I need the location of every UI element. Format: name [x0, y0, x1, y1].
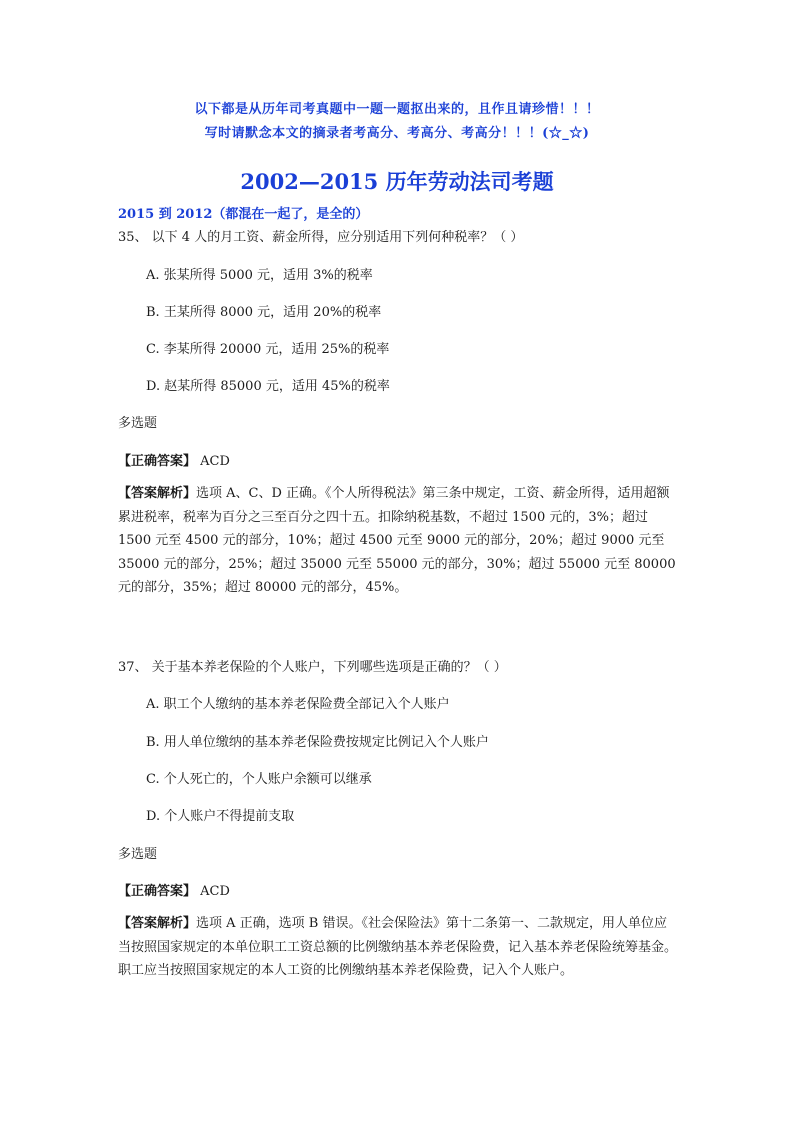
- analysis-label: 【答案解析】: [118, 486, 197, 501]
- question-35-analysis: [118, 482, 678, 600]
- question-37-option-b: B. 用人单位缴纳的基本养老保险费按规定比例记入个人账户: [146, 735, 489, 750]
- question-37-option-d: D. 个人账户不得提前支取: [146, 809, 295, 824]
- question-35-option-a: A. 张某所得 5000 元，适用 3%的税率: [146, 268, 373, 283]
- section-heading: 2015 到 2012（都混在一起了，是全的）: [118, 207, 369, 222]
- question-37-answer: [118, 880, 230, 899]
- question-37-analysis: [118, 912, 678, 983]
- question-35-option-d: D. 赵某所得 85000 元，适用 45%的税率: [146, 379, 390, 394]
- question-37-option-a: A. 职工个人缴纳的基本养老保险费全部记入个人账户: [146, 697, 450, 712]
- page-title: 2002—2015 历年劳动法司考题: [240, 169, 554, 194]
- question-35-type: 多选题: [118, 416, 158, 431]
- notice-line-2: 写时请默念本文的摘录者考高分、考高分、考高分！！！(☆_☆): [204, 126, 590, 141]
- answer-value: ACD: [196, 884, 230, 899]
- answer-value: ACD: [196, 454, 230, 469]
- analysis-text: 选项 A 正确，选项 B 错误。《社会保险法》第十二条第一、二款规定，用人单位应当按照国家规定的本单位职工工资总额的比例缴纳基本养老保险费，记入基本养老保险统筹基金。职工应当按照国家规定的本人工资的比例缴纳基本养老保险费，记入个人账户。: [118, 916, 678, 978]
- answer-label: 【正确答案】: [118, 884, 197, 899]
- answer-label: 【正确答案】: [118, 454, 197, 469]
- question-35-option-c: C. 李某所得 20000 元，适用 25%的税率: [146, 342, 390, 357]
- analysis-text: 选项 A、C、D 正确。《个人所得税法》第三条中规定，工资、薪金所得，适用超额累进税率，税率为百分之三至百分之四十五。扣除纳税基数，不超过 1500 元的，3%；超过 1500 元至 4500 元的部分，10%；超过 4500 元至 9000 元的部分，20%；超过 9000 元至 35000 元的部分，25%；超过 35000 元至 55000 元的部分，30%；超过 55000 元至 80000 元的部分，35%；超过 80000 元的部分，45%。: [118, 486, 676, 595]
- question-35-option-b: B. 王某所得 8000 元，适用 20%的税率: [146, 305, 382, 320]
- question-35-stem: 35、 以下 4 人的月工资、薪金所得，应分别适用下列何种税率？（ ）: [118, 230, 524, 245]
- analysis-label: 【答案解析】: [118, 916, 197, 931]
- notice-line-1: 以下都是从历年司考真题中一题一题抠出来的，且作且请珍惜！！！: [194, 102, 600, 117]
- question-37-type: 多选题: [118, 847, 158, 862]
- question-37-stem: 37、 关于基本养老保险的个人账户，下列哪些选项是正确的？（ ）: [118, 660, 507, 675]
- question-37-option-c: C. 个人死亡的，个人账户余额可以继承: [146, 772, 372, 787]
- question-35-answer: [118, 450, 230, 469]
